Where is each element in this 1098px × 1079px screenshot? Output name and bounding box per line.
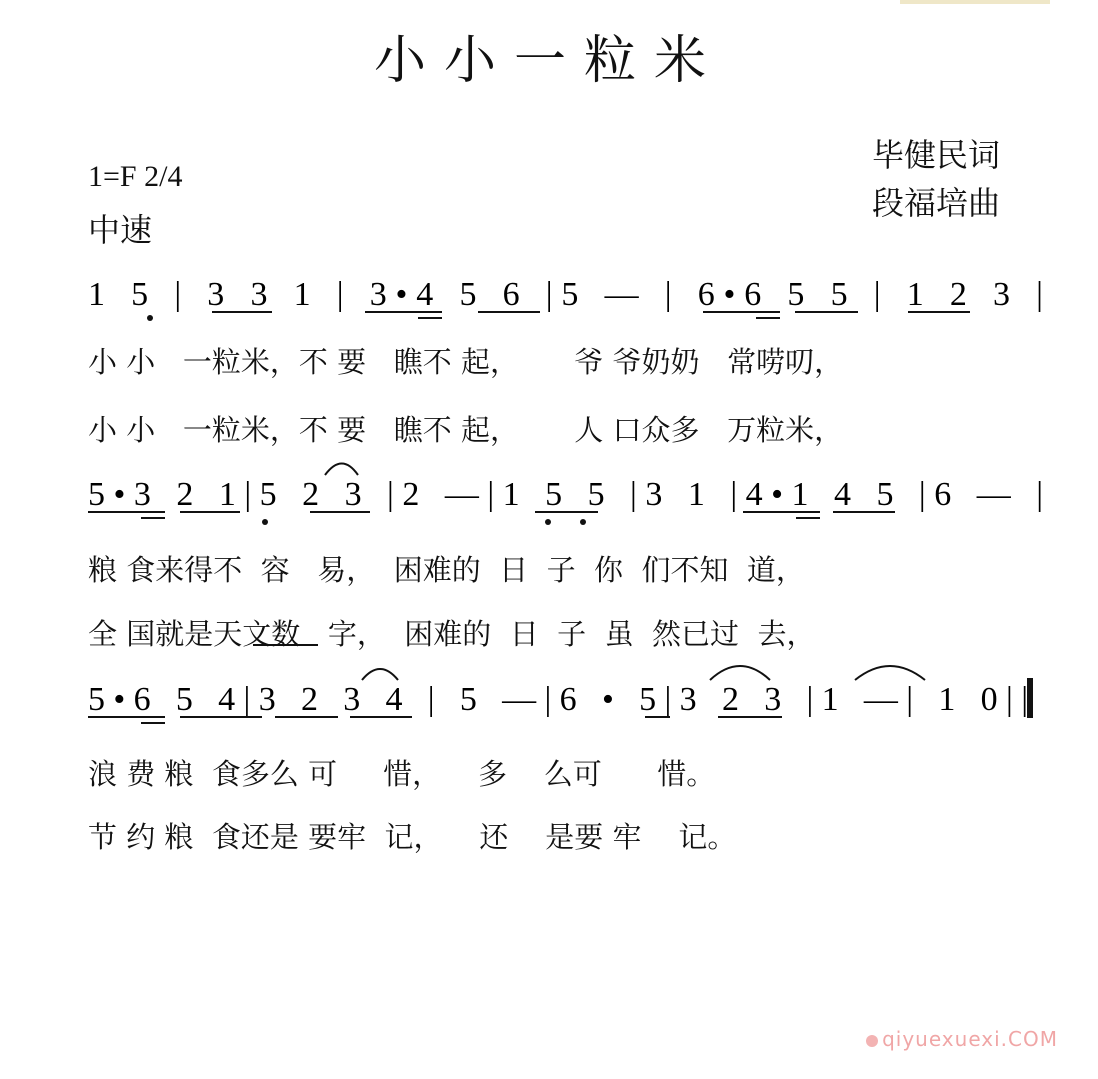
watermark-logo-icon bbox=[866, 1035, 878, 1047]
lyric-line-2a: 粮 食来得不 容 易， 困难的 日 子 你 们不知 道， bbox=[88, 553, 805, 587]
tempo-marking: 中速 bbox=[88, 211, 153, 249]
note-row-3: 5•6 5 4|3 2 3 4 | 5 —|6 • 5|3 2 3 |1 —| 1 0|| bbox=[88, 681, 1028, 718]
composer-credit: 段福培曲 bbox=[872, 184, 1001, 222]
lyric-line-3b: 节 约 粮 食还是 要牢 记， 还 是要 牢 记。 bbox=[88, 820, 737, 854]
notation-line-3 bbox=[88, 666, 1030, 723]
lyric-line-1a: 小 小 一粒米，不 要 瞧不 起， 爷 爷奶奶 常唠叨， bbox=[88, 345, 844, 379]
notation-line-1 bbox=[88, 276, 1043, 321]
lyric-line-1b: 小 小 一粒米，不 要 瞧不 起， 人 口众多 万粒米， bbox=[88, 413, 844, 447]
note-row-1: 1 5 | 3 3 1 | 3•4 5 6 |5 — | 6•6 5 5 | 1 2 3 | bbox=[88, 276, 1043, 313]
watermark-text: qiyuexuexi.COM bbox=[882, 1027, 1058, 1051]
key-signature: 1=F 2/4 bbox=[88, 160, 183, 193]
lyric-line-3a: 浪 费 粮 食多么 可 惜， 多 么可 惜。 bbox=[88, 757, 716, 791]
note-row-2: 5•3 2 1|5 2 3 |2 —|1 5 5 |3 1 |4•1 4 5 |6 — | bbox=[88, 476, 1043, 513]
lyricist-credit: 毕健民词 bbox=[872, 136, 1001, 174]
song-title: 小小一粒米 bbox=[373, 31, 724, 91]
site-watermark bbox=[866, 1027, 1058, 1051]
notation-line-2 bbox=[88, 464, 1043, 526]
lyric-line-2b: 全 国就是天文数 字， 困难的 日 子 虽 然已过 去， bbox=[88, 617, 816, 651]
